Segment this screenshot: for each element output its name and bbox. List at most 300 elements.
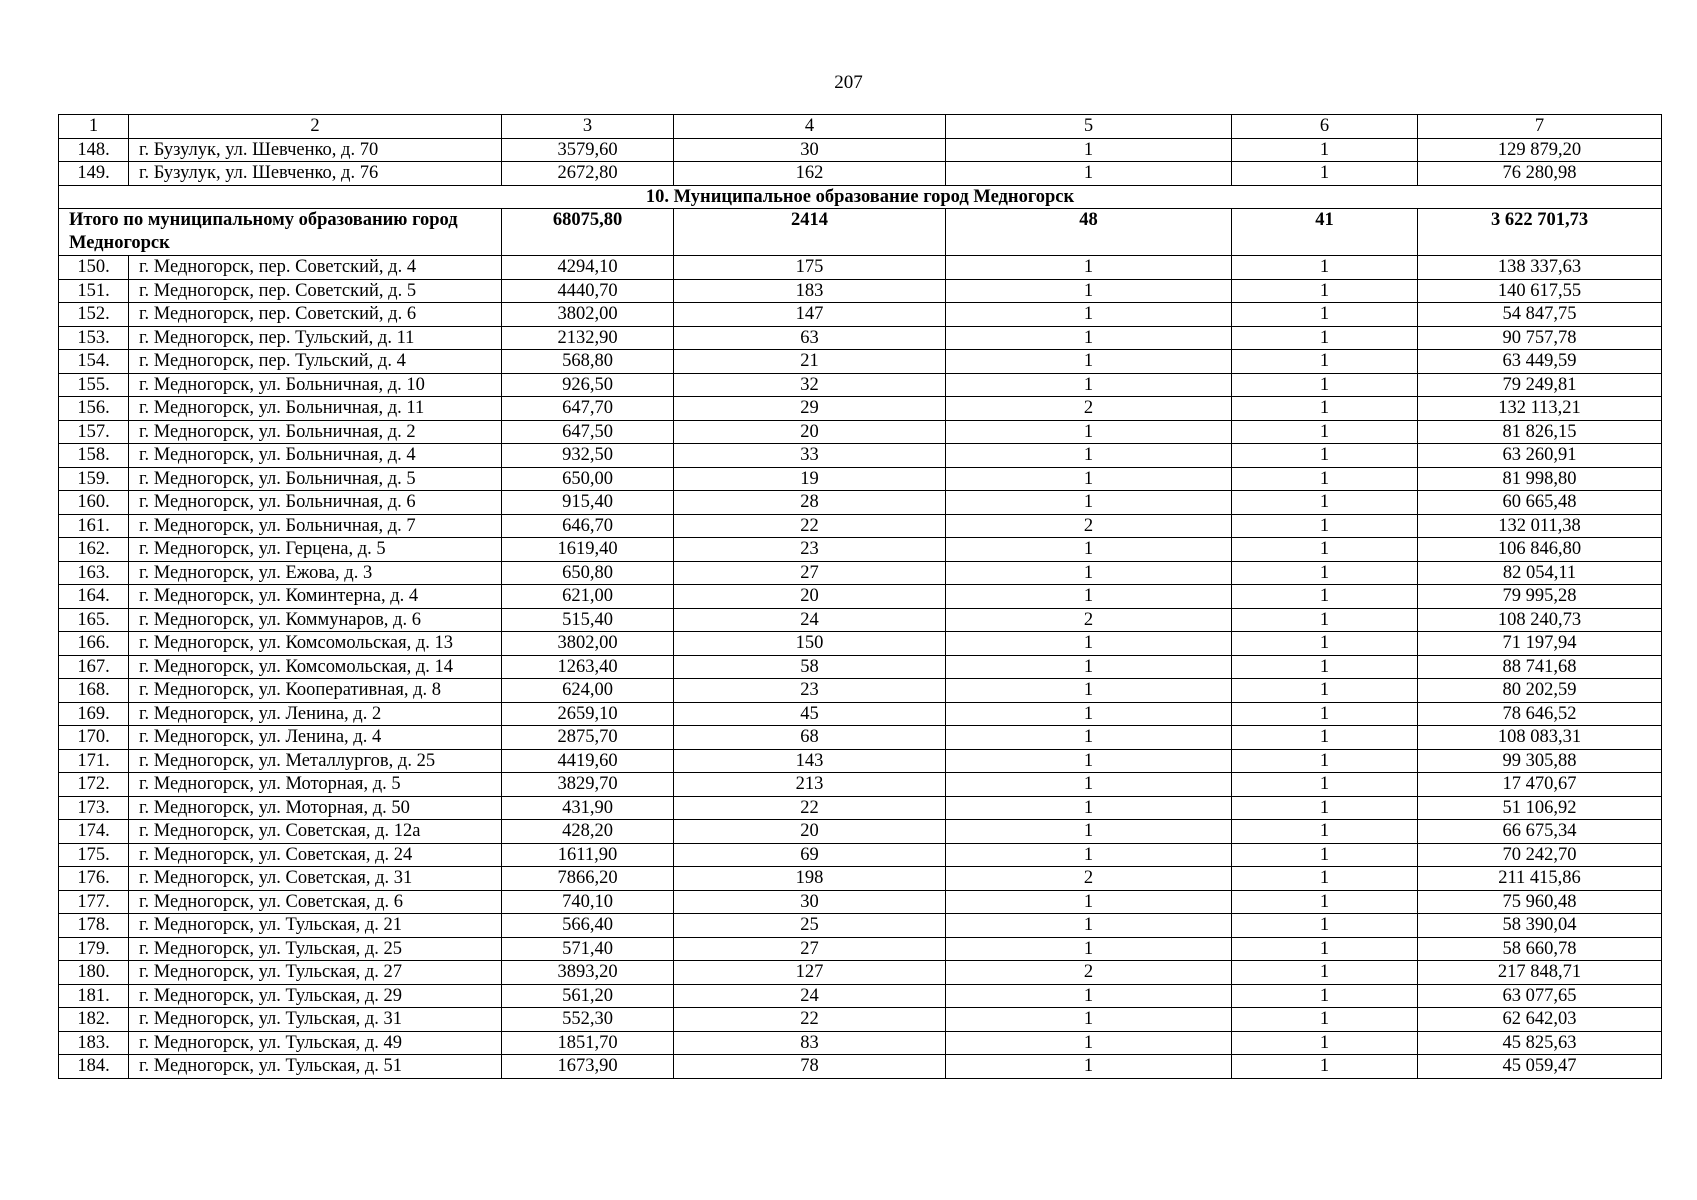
- cost-cell: 78 646,52: [1418, 702, 1662, 726]
- cost-cell: 80 202,59: [1418, 679, 1662, 703]
- cost-cell: 63 449,59: [1418, 350, 1662, 374]
- col6-cell: 1: [1232, 561, 1418, 585]
- row-number: 163.: [59, 561, 129, 585]
- col6-cell: 1: [1232, 632, 1418, 656]
- row-number: 179.: [59, 937, 129, 961]
- col6-cell: 1: [1232, 491, 1418, 515]
- address-cell: г. Бузулук, ул. Шевченко, д. 76: [129, 162, 502, 186]
- section-total-row: [59, 209, 1662, 256]
- col5-cell: 1: [946, 326, 1232, 350]
- area-cell: 428,20: [502, 820, 674, 844]
- cost-cell: 79 249,81: [1418, 373, 1662, 397]
- address-cell: г. Медногорск, пер. Советский, д. 5: [129, 279, 502, 303]
- table-row: [59, 303, 1662, 327]
- table-row: [59, 256, 1662, 280]
- col5-cell: 1: [946, 162, 1232, 186]
- address-cell: г. Медногорск, ул. Металлургов, д. 25: [129, 749, 502, 773]
- total-residents: 2414: [674, 209, 946, 256]
- row-number: 176.: [59, 867, 129, 891]
- table-row: [59, 726, 1662, 750]
- row-number: 170.: [59, 726, 129, 750]
- table-row: [59, 350, 1662, 374]
- residents-cell: 22: [674, 796, 946, 820]
- address-cell: г. Медногорск, ул. Тульская, д. 25: [129, 937, 502, 961]
- residents-cell: 213: [674, 773, 946, 797]
- area-cell: 3579,60: [502, 138, 674, 162]
- residents-cell: 27: [674, 937, 946, 961]
- table-row: [59, 138, 1662, 162]
- column-number: 6: [1232, 115, 1418, 139]
- area-cell: 1263,40: [502, 655, 674, 679]
- address-cell: г. Бузулук, ул. Шевченко, д. 70: [129, 138, 502, 162]
- area-cell: 566,40: [502, 914, 674, 938]
- residents-cell: 45: [674, 702, 946, 726]
- area-cell: 1851,70: [502, 1031, 674, 1055]
- residents-cell: 150: [674, 632, 946, 656]
- address-cell: г. Медногорск, ул. Тульская, д. 29: [129, 984, 502, 1008]
- column-number-row: [59, 115, 1662, 139]
- col5-cell: 1: [946, 702, 1232, 726]
- row-number: 180.: [59, 961, 129, 985]
- area-cell: 1611,90: [502, 843, 674, 867]
- col5-cell: 1: [946, 538, 1232, 562]
- row-number: 155.: [59, 373, 129, 397]
- area-cell: 568,80: [502, 350, 674, 374]
- col6-cell: 1: [1232, 796, 1418, 820]
- table-row: [59, 867, 1662, 891]
- col5-cell: 1: [946, 773, 1232, 797]
- address-cell: г. Медногорск, ул. Тульская, д. 21: [129, 914, 502, 938]
- row-number: 149.: [59, 162, 129, 186]
- area-cell: 571,40: [502, 937, 674, 961]
- row-number: 177.: [59, 890, 129, 914]
- area-cell: 1673,90: [502, 1055, 674, 1079]
- cost-cell: 108 083,31: [1418, 726, 1662, 750]
- row-number: 183.: [59, 1031, 129, 1055]
- cost-cell: 71 197,94: [1418, 632, 1662, 656]
- col6-cell: 1: [1232, 843, 1418, 867]
- row-number: 182.: [59, 1008, 129, 1032]
- total-cost: 3 622 701,73: [1418, 209, 1662, 256]
- area-cell: 515,40: [502, 608, 674, 632]
- col6-cell: 1: [1232, 702, 1418, 726]
- page-number: 207: [834, 72, 863, 93]
- residents-cell: 147: [674, 303, 946, 327]
- address-cell: г. Медногорск, ул. Комсомольская, д. 13: [129, 632, 502, 656]
- col6-cell: 1: [1232, 608, 1418, 632]
- col5-cell: 2: [946, 608, 1232, 632]
- row-number: 178.: [59, 914, 129, 938]
- address-cell: г. Медногорск, ул. Ленина, д. 4: [129, 726, 502, 750]
- cost-cell: 51 106,92: [1418, 796, 1662, 820]
- residents-cell: 162: [674, 162, 946, 186]
- address-cell: г. Медногорск, ул. Моторная, д. 5: [129, 773, 502, 797]
- address-cell: г. Медногорск, ул. Советская, д. 31: [129, 867, 502, 891]
- section-title: 10. Муниципальное образование город Медногорск: [59, 185, 1662, 209]
- col6-cell: 1: [1232, 679, 1418, 703]
- cost-cell: 82 054,11: [1418, 561, 1662, 585]
- residents-cell: 63: [674, 326, 946, 350]
- area-cell: 4419,60: [502, 749, 674, 773]
- area-cell: 2875,70: [502, 726, 674, 750]
- area-cell: 647,50: [502, 420, 674, 444]
- table-row: [59, 890, 1662, 914]
- row-number: 166.: [59, 632, 129, 656]
- row-number: 157.: [59, 420, 129, 444]
- table-row: [59, 585, 1662, 609]
- residents-cell: 20: [674, 585, 946, 609]
- table-row: [59, 937, 1662, 961]
- row-number: 156.: [59, 397, 129, 421]
- col5-cell: 1: [946, 279, 1232, 303]
- col5-cell: 2: [946, 397, 1232, 421]
- col5-cell: 1: [946, 1031, 1232, 1055]
- cost-cell: 138 337,63: [1418, 256, 1662, 280]
- col5-cell: 1: [946, 984, 1232, 1008]
- col6-cell: 1: [1232, 514, 1418, 538]
- area-cell: 650,80: [502, 561, 674, 585]
- area-cell: 561,20: [502, 984, 674, 1008]
- col6-cell: 1: [1232, 467, 1418, 491]
- area-cell: 647,70: [502, 397, 674, 421]
- cost-cell: 70 242,70: [1418, 843, 1662, 867]
- residents-cell: 21: [674, 350, 946, 374]
- total-area: 68075,80: [502, 209, 674, 256]
- row-number: 169.: [59, 702, 129, 726]
- col6-cell: 1: [1232, 444, 1418, 468]
- col5-cell: 1: [946, 1008, 1232, 1032]
- residents-cell: 32: [674, 373, 946, 397]
- table-row: [59, 467, 1662, 491]
- area-cell: 3802,00: [502, 632, 674, 656]
- table-row: [59, 843, 1662, 867]
- cost-cell: 140 617,55: [1418, 279, 1662, 303]
- area-cell: 2132,90: [502, 326, 674, 350]
- housing-table: [58, 114, 1662, 1079]
- address-cell: г. Медногорск, ул. Ленина, д. 2: [129, 702, 502, 726]
- col5-cell: 1: [946, 1055, 1232, 1079]
- col6-cell: 1: [1232, 820, 1418, 844]
- table-row: [59, 961, 1662, 985]
- area-cell: 915,40: [502, 491, 674, 515]
- col6-cell: 1: [1232, 1031, 1418, 1055]
- col6-cell: 1: [1232, 655, 1418, 679]
- residents-cell: 23: [674, 538, 946, 562]
- area-cell: 3893,20: [502, 961, 674, 985]
- cost-cell: 79 995,28: [1418, 585, 1662, 609]
- table-row: [59, 397, 1662, 421]
- col5-cell: 1: [946, 420, 1232, 444]
- residents-cell: 143: [674, 749, 946, 773]
- row-number: 164.: [59, 585, 129, 609]
- col5-cell: 2: [946, 867, 1232, 891]
- col5-cell: 1: [946, 820, 1232, 844]
- address-cell: г. Медногорск, ул. Тульская, д. 31: [129, 1008, 502, 1032]
- address-cell: г. Медногорск, пер. Советский, д. 6: [129, 303, 502, 327]
- address-cell: г. Медногорск, ул. Тульская, д. 51: [129, 1055, 502, 1079]
- col6-cell: 1: [1232, 303, 1418, 327]
- section-title-row: [59, 185, 1662, 209]
- area-cell: 1619,40: [502, 538, 674, 562]
- residents-cell: 25: [674, 914, 946, 938]
- address-cell: г. Медногорск, ул. Коммунаров, д. 6: [129, 608, 502, 632]
- cost-cell: 217 848,71: [1418, 961, 1662, 985]
- residents-cell: 68: [674, 726, 946, 750]
- table-row: [59, 420, 1662, 444]
- table-row: [59, 820, 1662, 844]
- area-cell: 431,90: [502, 796, 674, 820]
- cost-cell: 132 011,38: [1418, 514, 1662, 538]
- col6-cell: 1: [1232, 138, 1418, 162]
- table-row: [59, 914, 1662, 938]
- cost-cell: 17 470,67: [1418, 773, 1662, 797]
- address-cell: г. Медногорск, пер. Тульский, д. 4: [129, 350, 502, 374]
- cost-cell: 81 826,15: [1418, 420, 1662, 444]
- table-row: [59, 1031, 1662, 1055]
- row-number: 154.: [59, 350, 129, 374]
- area-cell: 926,50: [502, 373, 674, 397]
- address-cell: г. Медногорск, ул. Больничная, д. 10: [129, 373, 502, 397]
- row-number: 152.: [59, 303, 129, 327]
- table-row: [59, 326, 1662, 350]
- col6-cell: 1: [1232, 961, 1418, 985]
- table-row: [59, 796, 1662, 820]
- residents-cell: 30: [674, 138, 946, 162]
- cost-cell: 63 077,65: [1418, 984, 1662, 1008]
- row-number: 174.: [59, 820, 129, 844]
- row-number: 171.: [59, 749, 129, 773]
- area-cell: 7866,20: [502, 867, 674, 891]
- row-number: 150.: [59, 256, 129, 280]
- area-cell: 624,00: [502, 679, 674, 703]
- table-row: [59, 444, 1662, 468]
- col6-cell: 1: [1232, 373, 1418, 397]
- area-cell: 650,00: [502, 467, 674, 491]
- col6-cell: 1: [1232, 350, 1418, 374]
- col6-cell: 1: [1232, 1008, 1418, 1032]
- col5-cell: 1: [946, 256, 1232, 280]
- col5-cell: 1: [946, 914, 1232, 938]
- table-row: [59, 279, 1662, 303]
- column-number: 5: [946, 115, 1232, 139]
- col5-cell: 1: [946, 350, 1232, 374]
- cost-cell: 66 675,34: [1418, 820, 1662, 844]
- col5-cell: 1: [946, 632, 1232, 656]
- area-cell: 3829,70: [502, 773, 674, 797]
- address-cell: г. Медногорск, ул. Коминтерна, д. 4: [129, 585, 502, 609]
- row-number: 184.: [59, 1055, 129, 1079]
- address-cell: г. Медногорск, ул. Тульская, д. 49: [129, 1031, 502, 1055]
- table-row: [59, 702, 1662, 726]
- col6-cell: 1: [1232, 1055, 1418, 1079]
- col6-cell: 1: [1232, 890, 1418, 914]
- table-body: [59, 115, 1662, 1079]
- residents-cell: 23: [674, 679, 946, 703]
- row-number: 158.: [59, 444, 129, 468]
- area-cell: 3802,00: [502, 303, 674, 327]
- area-cell: 2672,80: [502, 162, 674, 186]
- row-number: 181.: [59, 984, 129, 1008]
- table-row: [59, 984, 1662, 1008]
- column-number: 7: [1418, 115, 1662, 139]
- row-number: 161.: [59, 514, 129, 538]
- col6-cell: 1: [1232, 538, 1418, 562]
- col6-cell: 1: [1232, 914, 1418, 938]
- residents-cell: 19: [674, 467, 946, 491]
- area-cell: 2659,10: [502, 702, 674, 726]
- area-cell: 621,00: [502, 585, 674, 609]
- col5-cell: 1: [946, 726, 1232, 750]
- residents-cell: 175: [674, 256, 946, 280]
- row-number: 148.: [59, 138, 129, 162]
- row-number: 159.: [59, 467, 129, 491]
- table-row: [59, 608, 1662, 632]
- address-cell: г. Медногорск, ул. Комсомольская, д. 14: [129, 655, 502, 679]
- cost-cell: 99 305,88: [1418, 749, 1662, 773]
- cost-cell: 108 240,73: [1418, 608, 1662, 632]
- residents-cell: 198: [674, 867, 946, 891]
- cost-cell: 90 757,78: [1418, 326, 1662, 350]
- table-row: [59, 679, 1662, 703]
- residents-cell: 183: [674, 279, 946, 303]
- area-cell: 4294,10: [502, 256, 674, 280]
- residents-cell: 27: [674, 561, 946, 585]
- residents-cell: 28: [674, 491, 946, 515]
- address-cell: г. Медногорск, ул. Моторная, д. 50: [129, 796, 502, 820]
- col5-cell: 1: [946, 749, 1232, 773]
- cost-cell: 58 390,04: [1418, 914, 1662, 938]
- address-cell: г. Медногорск, ул. Больничная, д. 5: [129, 467, 502, 491]
- col5-cell: 1: [946, 491, 1232, 515]
- address-cell: г. Медногорск, ул. Советская, д. 24: [129, 843, 502, 867]
- cost-cell: 60 665,48: [1418, 491, 1662, 515]
- col5-cell: 1: [946, 679, 1232, 703]
- col5-cell: 1: [946, 373, 1232, 397]
- area-cell: 4440,70: [502, 279, 674, 303]
- residents-cell: 58: [674, 655, 946, 679]
- area-cell: 552,30: [502, 1008, 674, 1032]
- cost-cell: 63 260,91: [1418, 444, 1662, 468]
- residents-cell: 78: [674, 1055, 946, 1079]
- row-number: 167.: [59, 655, 129, 679]
- table-row: [59, 561, 1662, 585]
- row-number: 151.: [59, 279, 129, 303]
- col6-cell: 1: [1232, 937, 1418, 961]
- col6-cell: 1: [1232, 726, 1418, 750]
- col6-cell: 1: [1232, 397, 1418, 421]
- table-row: [59, 373, 1662, 397]
- residents-cell: 24: [674, 608, 946, 632]
- col5-cell: 1: [946, 444, 1232, 468]
- cost-cell: 45 059,47: [1418, 1055, 1662, 1079]
- row-number: 173.: [59, 796, 129, 820]
- col6-cell: 1: [1232, 256, 1418, 280]
- area-cell: 932,50: [502, 444, 674, 468]
- table-row: [59, 749, 1662, 773]
- cost-cell: 132 113,21: [1418, 397, 1662, 421]
- residents-cell: 127: [674, 961, 946, 985]
- col5-cell: 2: [946, 514, 1232, 538]
- col6-cell: 1: [1232, 162, 1418, 186]
- address-cell: г. Медногорск, ул. Больничная, д. 7: [129, 514, 502, 538]
- col5-cell: 1: [946, 890, 1232, 914]
- table-row: [59, 1055, 1662, 1079]
- row-number: 175.: [59, 843, 129, 867]
- column-number: 4: [674, 115, 946, 139]
- col5-cell: 1: [946, 467, 1232, 491]
- address-cell: г. Медногорск, пер. Советский, д. 4: [129, 256, 502, 280]
- row-number: 162.: [59, 538, 129, 562]
- address-cell: г. Медногорск, ул. Советская, д. 12а: [129, 820, 502, 844]
- residents-cell: 24: [674, 984, 946, 1008]
- residents-cell: 30: [674, 890, 946, 914]
- col5-cell: 1: [946, 561, 1232, 585]
- col6-cell: 1: [1232, 279, 1418, 303]
- table-row: [59, 1008, 1662, 1032]
- col5-cell: 1: [946, 655, 1232, 679]
- table-row: [59, 514, 1662, 538]
- area-cell: 646,70: [502, 514, 674, 538]
- row-number: 165.: [59, 608, 129, 632]
- address-cell: г. Медногорск, пер. Тульский, д. 11: [129, 326, 502, 350]
- area-cell: 740,10: [502, 890, 674, 914]
- col5-cell: 1: [946, 843, 1232, 867]
- row-number: 153.: [59, 326, 129, 350]
- cost-cell: 54 847,75: [1418, 303, 1662, 327]
- column-number: 2: [129, 115, 502, 139]
- col6-cell: 1: [1232, 749, 1418, 773]
- table-row: [59, 538, 1662, 562]
- address-cell: г. Медногорск, ул. Советская, д. 6: [129, 890, 502, 914]
- total-col6: 41: [1232, 209, 1418, 256]
- col5-cell: 1: [946, 937, 1232, 961]
- col6-cell: 1: [1232, 984, 1418, 1008]
- cost-cell: 76 280,98: [1418, 162, 1662, 186]
- table-row: [59, 491, 1662, 515]
- residents-cell: 83: [674, 1031, 946, 1055]
- residents-cell: 33: [674, 444, 946, 468]
- table-row: [59, 655, 1662, 679]
- table-row: [59, 162, 1662, 186]
- residents-cell: 20: [674, 420, 946, 444]
- residents-cell: 29: [674, 397, 946, 421]
- residents-cell: 22: [674, 1008, 946, 1032]
- col5-cell: 1: [946, 138, 1232, 162]
- residents-cell: 20: [674, 820, 946, 844]
- address-cell: г. Медногорск, ул. Тульская, д. 27: [129, 961, 502, 985]
- col6-cell: 1: [1232, 420, 1418, 444]
- address-cell: г. Медногорск, ул. Кооперативная, д. 8: [129, 679, 502, 703]
- address-cell: г. Медногорск, ул. Больничная, д. 11: [129, 397, 502, 421]
- column-number: 1: [59, 115, 129, 139]
- cost-cell: 58 660,78: [1418, 937, 1662, 961]
- cost-cell: 106 846,80: [1418, 538, 1662, 562]
- address-cell: г. Медногорск, ул. Ежова, д. 3: [129, 561, 502, 585]
- col5-cell: 1: [946, 585, 1232, 609]
- total-label: Итого по муниципальному образованию город Медногорск: [59, 209, 502, 256]
- table-row: [59, 773, 1662, 797]
- address-cell: г. Медногорск, ул. Больничная, д. 6: [129, 491, 502, 515]
- column-number: 3: [502, 115, 674, 139]
- col6-cell: 1: [1232, 867, 1418, 891]
- table-row: [59, 632, 1662, 656]
- address-cell: г. Медногорск, ул. Больничная, д. 4: [129, 444, 502, 468]
- row-number: 160.: [59, 491, 129, 515]
- address-cell: г. Медногорск, ул. Больничная, д. 2: [129, 420, 502, 444]
- row-number: 172.: [59, 773, 129, 797]
- col6-cell: 1: [1232, 326, 1418, 350]
- residents-cell: 22: [674, 514, 946, 538]
